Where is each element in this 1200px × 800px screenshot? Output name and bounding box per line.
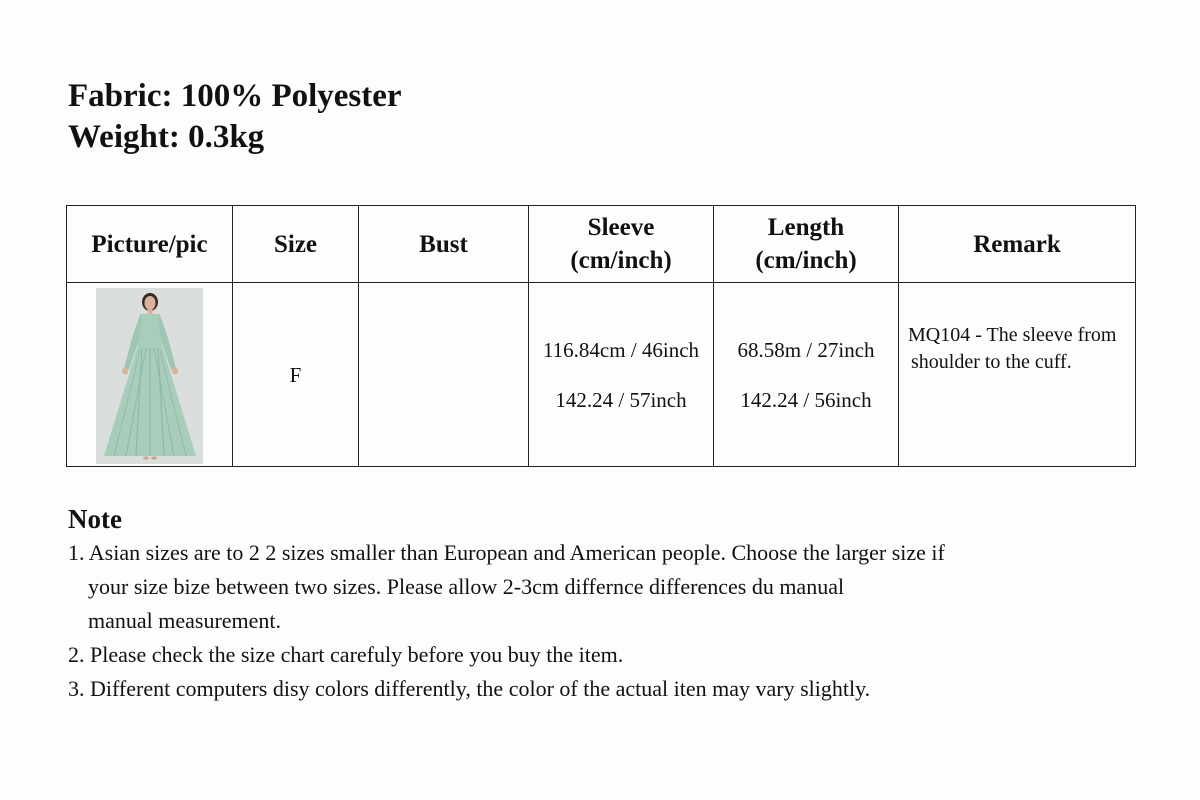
note-item-1-cont-1: your size bize between two sizes. Please allow 2-3cm differnce differences du manual [88,574,845,599]
product-spec-header [68,76,402,158]
note-item-3: 3. Different computers disy colors differently, the color of the actual iten may vary slightly. [68,676,871,701]
picture-cell [67,283,233,467]
note-section [68,502,1148,706]
table-row [67,283,1136,467]
header-sleeve [529,206,714,283]
weight-label: Weight: 0.3kg [68,119,265,155]
sleeve-value-2: 142.24 / 57inch [555,387,687,412]
product-photo [96,288,203,464]
remark-line-1: MQ104 - The sleeve from [908,323,1117,346]
size-cell: F [233,283,359,467]
remark-line-2: shoulder to the cuff. [911,350,1072,373]
length-value-1: 68.58m / 27inch [737,337,875,362]
header-bust: Bust [359,206,529,283]
header-sleeve-title: Sleeve [587,214,655,241]
header-length-unit: (cm/inch) [755,247,857,274]
bust-cell [359,283,529,467]
sleeve-cell [529,283,714,467]
header-length [714,206,899,283]
remark-cell [899,283,1136,467]
sleeve-value-1: 116.84cm / 46inch [542,337,700,362]
header-length-title: Length [767,214,845,241]
note-item-1-cont-2: manual measurement. [88,608,282,633]
note-item-1: 1. Asian sizes are to 2 2 sizes smaller than European and American people. Choose the larger size if [68,540,945,565]
note-item-2: 2. Please check the size chart carefuly before you buy the item. [68,642,624,667]
header-size: Size [233,206,359,283]
fabric-label: Fabric: 100% Polyester [68,78,402,114]
table-header-row [67,206,1136,283]
size-chart-table [66,205,1136,467]
length-cell [714,283,899,467]
note-title: Note [68,504,122,534]
header-picture: Picture/pic [67,206,233,283]
header-remark: Remark [899,206,1136,283]
header-sleeve-unit: (cm/inch) [570,247,672,274]
length-value-2: 142.24 / 56inch [740,387,872,412]
